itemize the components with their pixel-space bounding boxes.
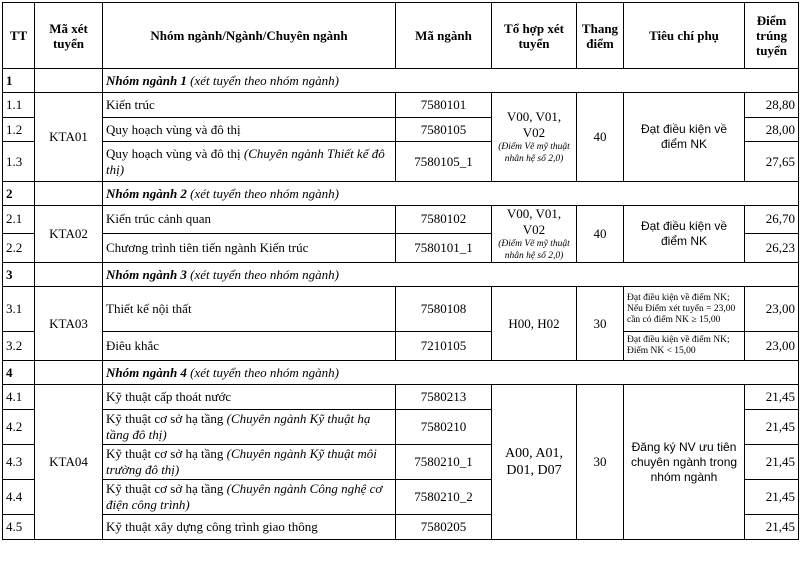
table-row	[3, 206, 799, 234]
row-tt: 4.5	[3, 515, 35, 540]
row-major-code: 7580105_1	[396, 142, 492, 182]
header-thang-diem: Thang điểm	[577, 3, 624, 69]
sub-criteria: Đạt điều kiện về điểm NK	[624, 206, 745, 263]
score-scale: 40	[577, 93, 624, 182]
group-row	[3, 69, 799, 93]
row-tt: 4.4	[3, 480, 35, 515]
row-major-code: 7580210_2	[396, 480, 492, 515]
row-score: 23,00	[745, 287, 799, 332]
admission-score-table	[2, 2, 799, 540]
row-major-code: 7210105	[396, 332, 492, 361]
table-row	[3, 385, 799, 410]
header-tt: TT	[3, 3, 35, 69]
row-name: Kiến trúc cảnh quan	[103, 206, 396, 234]
row-major-code: 7580210	[396, 410, 492, 445]
row-score: 26,23	[745, 233, 799, 262]
table-row	[3, 287, 799, 332]
row-score: 21,45	[745, 480, 799, 515]
header-to-hop: Tổ hợp xét tuyển	[492, 3, 577, 69]
row-name: Chương trình tiên tiến ngành Kiến trúc	[103, 233, 396, 262]
group-tt: 3	[3, 263, 35, 287]
row-name: Kỹ thuật cơ sở hạ tầng (Chuyên ngành Công nghệ cơ điện công trình)	[103, 480, 396, 515]
row-major-code: 7580101_1	[396, 233, 492, 262]
row-tt: 4.1	[3, 385, 35, 410]
group-title: Nhóm ngành 3 (xét tuyển theo nhóm ngành)	[103, 263, 799, 287]
header-ma-xet-tuyen: Mã xét tuyển	[35, 3, 103, 69]
row-name: Điêu khắc	[103, 332, 396, 361]
subject-combo: V00, V01, V02 (Điểm Vẽ mỹ thuật nhân hệ số 2,0)	[492, 206, 577, 263]
row-tt: 2.1	[3, 206, 35, 234]
header-nhom-nganh: Nhóm ngành/Ngành/Chuyên ngành	[103, 3, 396, 69]
subject-combo: H00, H02	[492, 287, 577, 361]
subject-combo: A00, A01, D01, D07	[492, 385, 577, 540]
header-diem: Điểm trúng tuyển	[745, 3, 799, 69]
admission-code: KTA02	[35, 206, 103, 263]
row-score: 27,65	[745, 142, 799, 182]
row-name: Quy hoạch vùng và đô thị (Chuyên ngành Thiết kế đô thị)	[103, 142, 396, 182]
row-name: Thiết kế nội thất	[103, 287, 396, 332]
header-ma-nganh: Mã ngành	[396, 3, 492, 69]
group-title: Nhóm ngành 2 (xét tuyển theo nhóm ngành)	[103, 182, 799, 206]
group-row	[3, 182, 799, 206]
row-tt: 3.2	[3, 332, 35, 361]
table-row	[3, 332, 799, 361]
sub-criteria: Đạt điều kiện về điểm NK	[624, 93, 745, 182]
row-tt: 1.2	[3, 118, 35, 142]
row-major-code: 7580108	[396, 287, 492, 332]
row-tt: 4.3	[3, 445, 35, 480]
subject-combo: V00, V01, V02 (Điểm Vẽ mỹ thuật nhân hệ số 2,0)	[492, 93, 577, 182]
row-name: Kỹ thuật xây dựng công trình giao thông	[103, 515, 396, 540]
group-tt: 2	[3, 182, 35, 206]
group-title: Nhóm ngành 1 (xét tuyển theo nhóm ngành)	[103, 69, 799, 93]
admission-code: KTA03	[35, 287, 103, 361]
row-score: 21,45	[745, 410, 799, 445]
row-score: 28,00	[745, 118, 799, 142]
header-row	[3, 3, 799, 69]
row-major-code: 7580213	[396, 385, 492, 410]
row-major-code: 7580102	[396, 206, 492, 234]
group-tt: 4	[3, 361, 35, 385]
score-scale: 30	[577, 385, 624, 540]
row-major-code: 7580105	[396, 118, 492, 142]
group-tt: 1	[3, 69, 35, 93]
group-row	[3, 361, 799, 385]
sub-criteria: Đăng ký NV ưu tiên chuyên ngành trong nhóm ngành	[624, 385, 745, 540]
row-tt: 3.1	[3, 287, 35, 332]
row-tt: 4.2	[3, 410, 35, 445]
row-tt: 1.3	[3, 142, 35, 182]
row-score: 21,45	[745, 385, 799, 410]
sub-criteria: Đạt điều kiện về điểm NK; Nếu Điểm xét tuyển = 23,00 cần có điểm NK ≥ 15,00	[624, 287, 745, 332]
row-name: Kỹ thuật cơ sở hạ tầng (Chuyên ngành Kỹ thuật môi trường đô thị)	[103, 445, 396, 480]
row-score: 23,00	[745, 332, 799, 361]
sub-criteria: Đạt điều kiện về điểm NK; Điểm NK < 15,00	[624, 332, 745, 361]
row-score: 28,80	[745, 93, 799, 118]
row-major-code: 7580205	[396, 515, 492, 540]
row-score: 21,45	[745, 445, 799, 480]
row-name: Kiến trúc	[103, 93, 396, 118]
admission-code: KTA01	[35, 93, 103, 182]
row-tt: 2.2	[3, 233, 35, 262]
header-tieu-chi: Tiêu chí phụ	[624, 3, 745, 69]
row-major-code: 7580210_1	[396, 445, 492, 480]
group-title: Nhóm ngành 4 (xét tuyển theo nhóm ngành)	[103, 361, 799, 385]
row-major-code: 7580101	[396, 93, 492, 118]
group-row	[3, 263, 799, 287]
row-score: 26,70	[745, 206, 799, 234]
admission-code: KTA04	[35, 385, 103, 540]
row-score: 21,45	[745, 515, 799, 540]
table-row	[3, 93, 799, 118]
row-tt: 1.1	[3, 93, 35, 118]
score-scale: 30	[577, 287, 624, 361]
row-name: Quy hoạch vùng và đô thị	[103, 118, 396, 142]
row-name: Kỹ thuật cấp thoát nước	[103, 385, 396, 410]
score-scale: 40	[577, 206, 624, 263]
row-name: Kỹ thuật cơ sở hạ tầng (Chuyên ngành Kỹ thuật hạ tầng đô thị)	[103, 410, 396, 445]
